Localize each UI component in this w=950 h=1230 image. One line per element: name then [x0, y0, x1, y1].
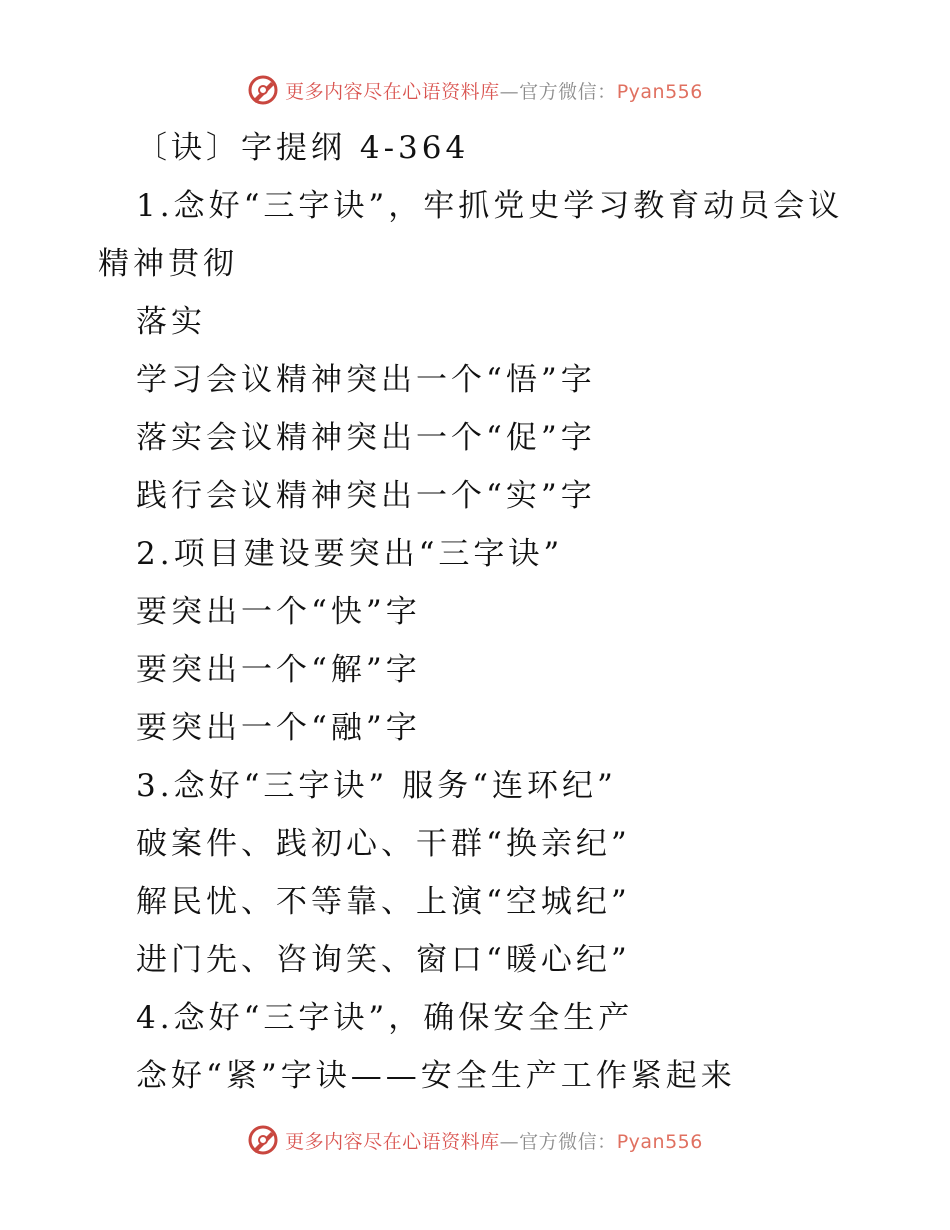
text-line: 落实 [136, 304, 206, 340]
text-line: 念好“紧”字诀——安全生产工作紧起来 [136, 1058, 736, 1094]
footer-banner-dash: — [499, 1130, 520, 1153]
text-line: 要突出一个“快”字 [136, 594, 421, 630]
header-banner [0, 70, 950, 110]
text-line: 进门先、咨询笑、窗口“暖心纪” [136, 942, 631, 978]
text-line: 1.念好“三字诀”，牢抓党史学习教育动员会议 [136, 188, 844, 224]
header-banner-main: 更多内容尽在心语资料库 [285, 80, 500, 103]
text-line: 2.项目建设要突出“三字诀” [136, 536, 564, 572]
footer-banner-wechat: Pyan556 [616, 1130, 703, 1153]
footer-banner-main: 更多内容尽在心语资料库 [285, 1130, 500, 1153]
text-line: 要突出一个“解”字 [136, 652, 421, 688]
footer-banner-sub: 官方微信： [519, 1130, 617, 1153]
header-banner-sub: 官方微信： [519, 80, 617, 103]
text-line: 要突出一个“融”字 [136, 710, 421, 746]
text-line: 解民忧、不等靠、上演“空城纪” [136, 884, 631, 920]
header-banner-dash: — [499, 80, 520, 103]
header-banner-wechat: Pyan556 [616, 80, 703, 103]
footer-banner [0, 1120, 950, 1160]
text-line: 4.念好“三字诀”，确保安全生产 [136, 1000, 634, 1036]
quill-logo-icon [247, 1124, 279, 1156]
document-title: 〔诀〕字提纲 4-364 [136, 130, 470, 166]
text-line: 学习会议精神突出一个“悟”字 [136, 362, 596, 398]
quill-logo-icon [247, 74, 279, 106]
text-line: 落实会议精神突出一个“促”字 [136, 420, 596, 456]
text-line: 3.念好“三字诀” 服务“连环纪” [136, 768, 617, 804]
header-banner-text [285, 77, 703, 104]
text-line: 破案件、践初心、干群“换亲纪” [136, 826, 631, 862]
footer-banner-text [285, 1127, 703, 1154]
text-line: 践行会议精神突出一个“实”字 [136, 478, 596, 514]
text-line: 精神贯彻 [98, 246, 238, 282]
